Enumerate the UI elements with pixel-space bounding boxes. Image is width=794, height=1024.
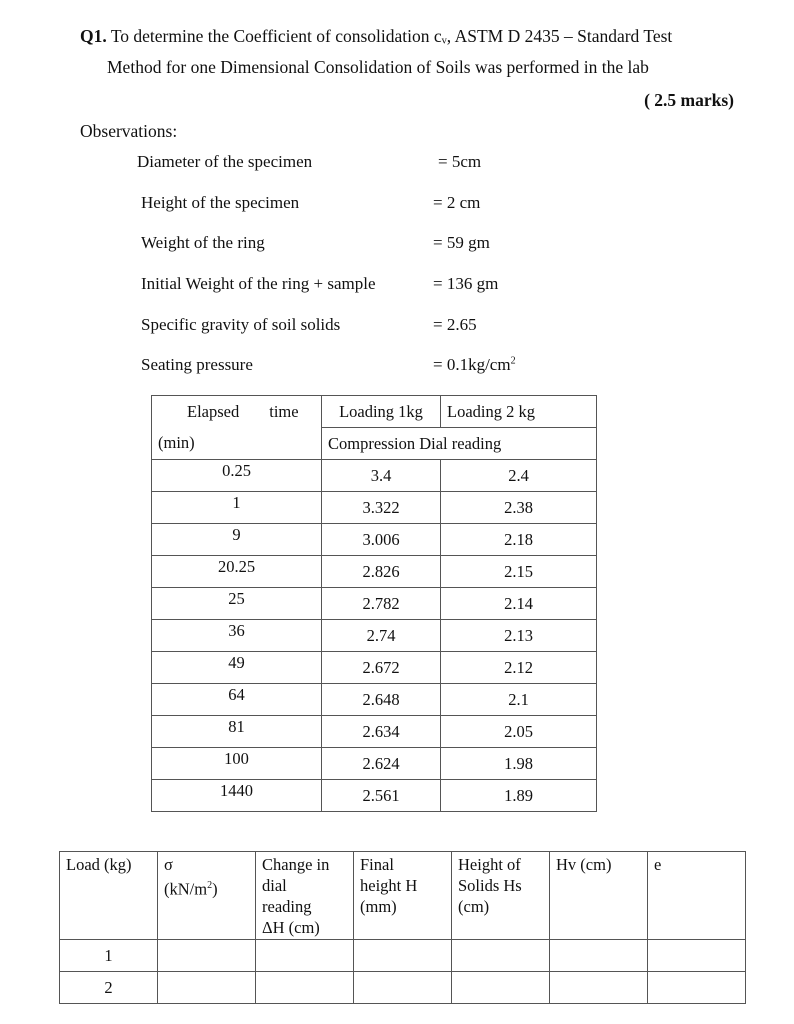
dial-time-cell: 1: [152, 492, 322, 524]
dial-load1-cell: 2.74: [322, 620, 441, 652]
obs-label-ring-weight: Weight of the ring: [141, 233, 265, 252]
header-loading-1: Loading 1kg: [322, 396, 441, 428]
obs-label-height: Height of the specimen: [141, 193, 300, 212]
dial-row: [152, 524, 597, 556]
dial-row: [152, 492, 597, 524]
header-load: Load (kg): [60, 852, 158, 940]
dial-load1-cell: 2.826: [322, 556, 441, 588]
dial-load2-cell: 1.89: [441, 780, 597, 812]
result-empty-cell: [452, 940, 550, 972]
dial-load2-cell: 2.15: [441, 556, 597, 588]
question-line-2: Method for one Dimensional Consolidation of Soils was performed in the lab: [107, 57, 649, 77]
dial-load1-cell: 3.4: [322, 460, 441, 492]
header-elapsed-time: Elapsed time: [152, 396, 322, 428]
dial-load2-cell: 2.1: [441, 684, 597, 716]
dial-load2-cell: 1.98: [441, 748, 597, 780]
obs-value-diameter: = 5cm: [438, 152, 482, 171]
result-row: [60, 940, 746, 972]
dial-time-cell: 81: [152, 716, 322, 748]
dial-load1-cell: 3.006: [322, 524, 441, 556]
dial-load2-cell: 2.4: [441, 460, 597, 492]
results-table: [59, 851, 746, 1004]
header-e: e: [648, 852, 746, 940]
dial-load1-cell: 2.782: [322, 588, 441, 620]
dial-time-cell: 25: [152, 588, 322, 620]
dial-row: [152, 780, 597, 812]
obs-label-diameter: Diameter of the specimen: [137, 152, 313, 171]
result-empty-cell: [452, 972, 550, 1004]
observations-heading: Observations:: [80, 121, 178, 141]
result-empty-cell: [550, 940, 648, 972]
header-change-dial: Change in dial reading ΔH (cm): [256, 852, 354, 940]
dial-time-cell: 20.25: [152, 556, 322, 588]
obs-label-ring-sample: Initial Weight of the ring + sample: [141, 274, 376, 293]
dial-time-cell: 100: [152, 748, 322, 780]
dial-load2-cell: 2.38: [441, 492, 597, 524]
obs-label-specific-gravity: Specific gravity of soil solids: [141, 315, 341, 334]
dial-row: [152, 652, 597, 684]
dial-load1-cell: 2.561: [322, 780, 441, 812]
result-empty-cell: [354, 972, 452, 1004]
dial-time-cell: 1440: [152, 780, 322, 812]
result-empty-cell: [550, 972, 648, 1004]
dial-load1-cell: 2.672: [322, 652, 441, 684]
result-empty-cell: [158, 940, 256, 972]
dial-time-cell: 49: [152, 652, 322, 684]
dial-load2-cell: 2.12: [441, 652, 597, 684]
dial-row: [152, 716, 597, 748]
dial-time-cell: 0.25: [152, 460, 322, 492]
question-text-1: To determine the Coefficient of consolidation cᵥ, ASTM D 2435 – Standard Test: [110, 26, 673, 46]
header-compression-dial: Compression Dial reading: [322, 428, 597, 460]
obs-value-height: = 2 cm: [433, 193, 481, 212]
dial-time-cell: 36: [152, 620, 322, 652]
header-final-height: Final height H (mm): [354, 852, 452, 940]
result-empty-cell: [256, 972, 354, 1004]
dial-load1-cell: 2.634: [322, 716, 441, 748]
dial-row: [152, 748, 597, 780]
header-loading-2: Loading 2 kg: [441, 396, 597, 428]
dial-load1-cell: 2.624: [322, 748, 441, 780]
dial-row: [152, 588, 597, 620]
obs-label-seating-pressure: Seating pressure: [141, 355, 253, 374]
header-min: (min): [152, 428, 322, 460]
question-number: Q1.: [80, 26, 107, 46]
obs-value-specific-gravity: = 2.65: [433, 315, 477, 334]
dial-load2-cell: 2.18: [441, 524, 597, 556]
dial-load1-cell: 3.322: [322, 492, 441, 524]
dial-row: [152, 620, 597, 652]
result-empty-cell: [158, 972, 256, 1004]
dial-time-cell: 64: [152, 684, 322, 716]
obs-value-ring-weight: = 59 gm: [433, 233, 490, 252]
marks: ( 2.5 marks): [644, 90, 734, 110]
result-load-cell: 2: [60, 972, 158, 1004]
dial-load2-cell: 2.14: [441, 588, 597, 620]
result-empty-cell: [648, 940, 746, 972]
dial-load2-cell: 2.13: [441, 620, 597, 652]
result-row: [60, 972, 746, 1004]
dial-load2-cell: 2.05: [441, 716, 597, 748]
result-empty-cell: [648, 972, 746, 1004]
header-solids-height: Height of Solids Hs (cm): [452, 852, 550, 940]
question-line-1: [80, 26, 672, 47]
obs-value-ring-sample: = 136 gm: [433, 274, 499, 293]
dial-row: [152, 556, 597, 588]
obs-value-seating-pressure: = $0.1kg/cm^2$: [433, 355, 516, 374]
result-empty-cell: [354, 940, 452, 972]
header-hv: Hv (cm): [550, 852, 648, 940]
dial-reading-table: [151, 395, 597, 812]
result-empty-cell: [256, 940, 354, 972]
dial-row: [152, 684, 597, 716]
header-sigma: σ $(kN/m^2)$: [158, 852, 256, 940]
dial-row: [152, 460, 597, 492]
dial-time-cell: 9: [152, 524, 322, 556]
dial-load1-cell: 2.648: [322, 684, 441, 716]
result-load-cell: 1: [60, 940, 158, 972]
